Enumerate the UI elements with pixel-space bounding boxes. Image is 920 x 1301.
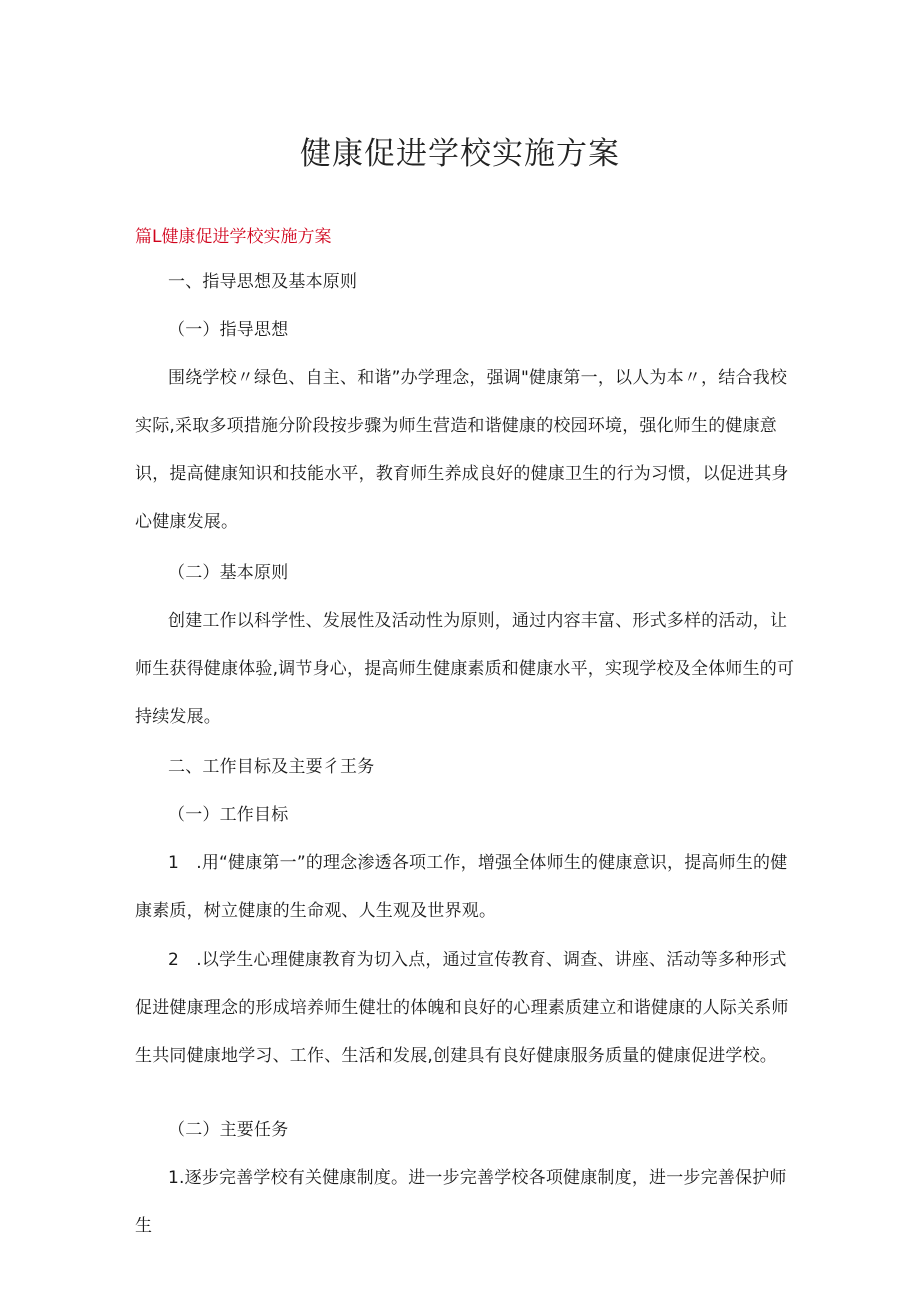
subheading-work-goals: （一）工作目标 — [168, 805, 289, 825]
heading-guiding-principles: 一、指导思想及基本原则 — [168, 272, 358, 292]
list-item-task-1: 1.逐步完善学校有关健康制度。进一步完善学校各项健康制度，进一步完善保护师生 — [135, 1168, 787, 1236]
document-title: 健康促进学校实施方案 — [300, 136, 620, 172]
subheading-main-tasks: （二）主要任务 — [168, 1120, 289, 1140]
paragraph-guiding-thought: 围绕学校〃绿色、自主、和谐”办学理念，强调"健康第一，以人为本〃，结合我校实际,采取多项措施分阶段按步骤为师生营造和谐健康的校园环境，强化师生的健康意识，提高健康知识和技能水平，教育师生养成良好的健康卫生的行为习惯，以促进其身心健康发展。 — [135, 368, 789, 532]
subheading-basic-principles: （二）基本原则 — [168, 563, 289, 583]
subheading-guiding-thought: （一）指导思想 — [168, 320, 289, 340]
section-title: 篇L健康促进学校实施方案 — [135, 227, 332, 247]
paragraph-basic-principles: 创建工作以科学性、发展性及活动性为原则，通过内容丰富、形式多样的活动，让师生获得健康体验,调节身心，提高师生健康素质和健康水平，实现学校及全体师生的可持续发展。 — [135, 611, 795, 727]
list-item-goal-1: 1 .用“健康第一”的理念渗透各项工作，增强全体师生的健康意识，提高师生的健康素质，树立健康的生命观、人生观及世界观。 — [135, 853, 788, 921]
list-item-goal-2: 2 .以学生心理健康教育为切入点，通过宣传教育、调查、讲座、活动等多种形式促进健康理念的形成培养师生健壮的体魄和良好的心理素质建立和谐健康的人际关系师生共同健康地学习、工作、生活和发展,创建具有良好健康服务质量的健康促进学校。 — [135, 950, 789, 1066]
heading-goals-tasks: 二、工作目标及主要彳王务 — [168, 757, 375, 777]
